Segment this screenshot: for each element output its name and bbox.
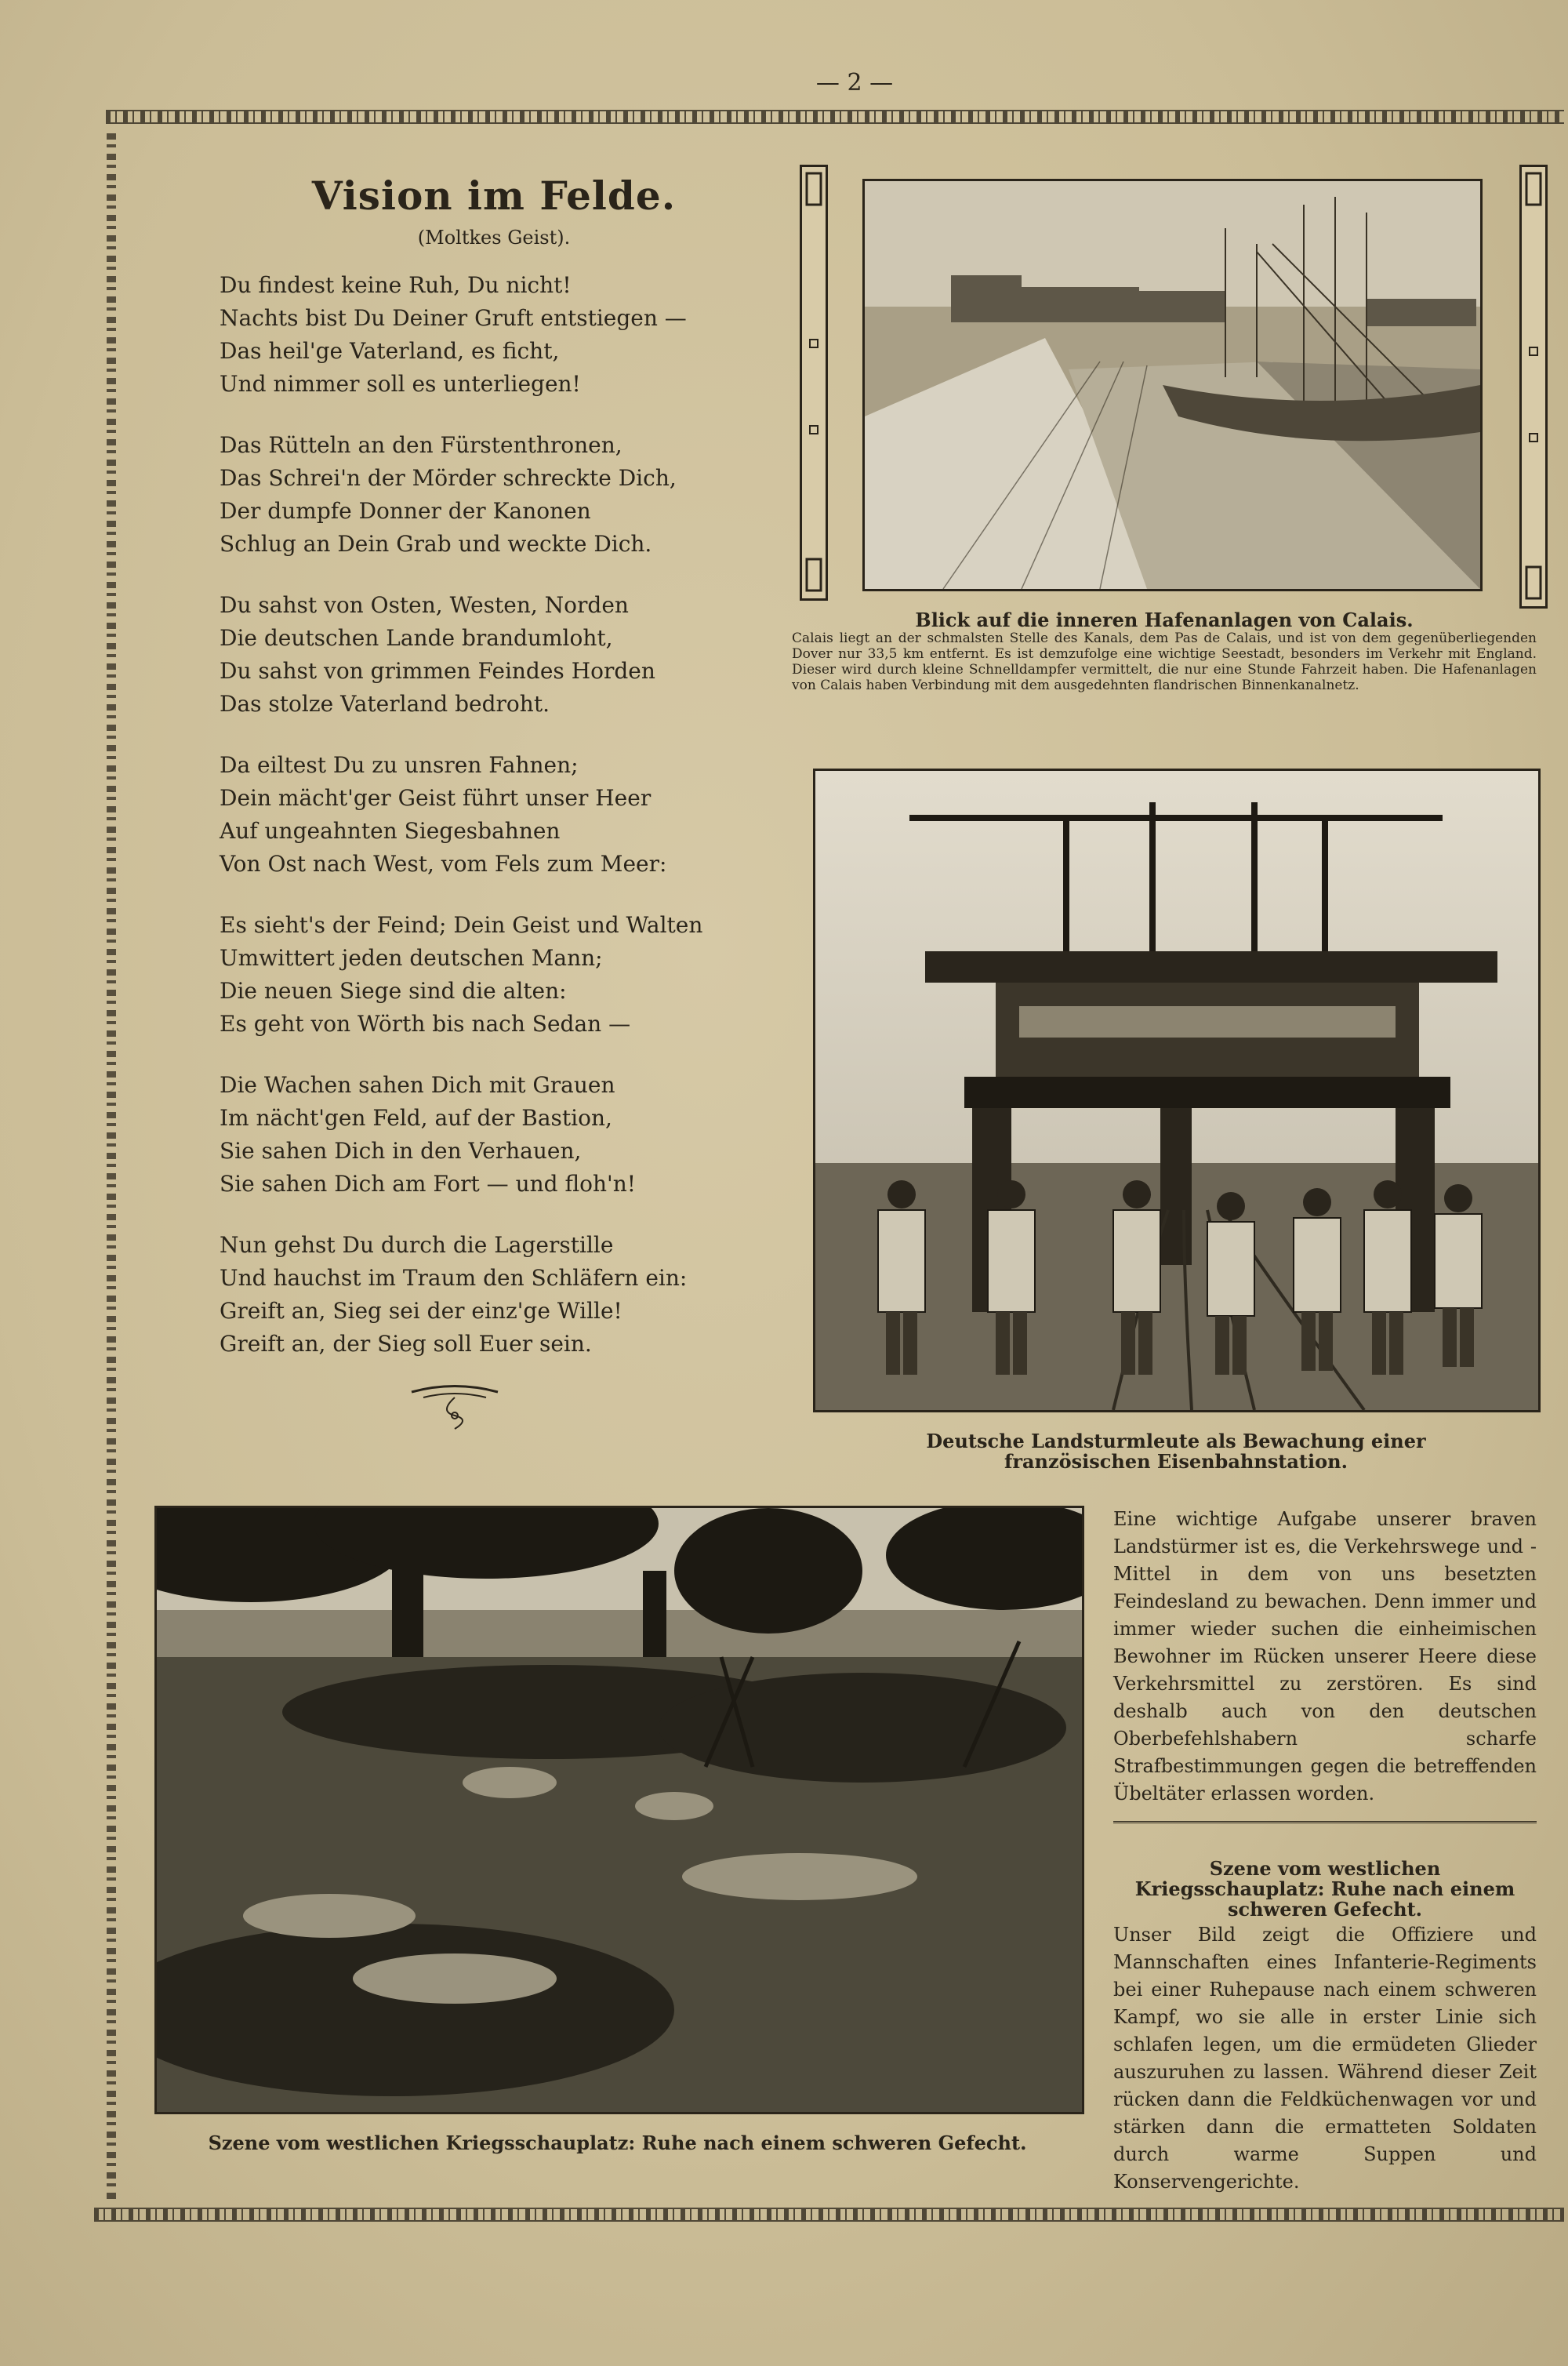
rest-article-heading — [1113, 1859, 1537, 1920]
rest-article-heading-text: Szene vom westlichen Kriegsschauplatz: Ruhe nach einem schweren Gefecht. — [1134, 1857, 1515, 1921]
poem-line: Nachts bist Du Deiner Gruft entstiegen — — [220, 305, 687, 331]
poem-title: Vision im Felde. — [311, 173, 677, 219]
top-ornamental-border — [106, 110, 1564, 124]
poem-line: Im nächt'gen Feld, auf der Bastion, — [220, 1105, 612, 1131]
calais-caption — [792, 610, 1537, 693]
poem — [196, 157, 792, 1389]
rest-article-text: Unser Bild zeigt die Offiziere und Mannschaften eines Infanterie-Regiments bei einer Ruhepause nach einem schweren Kampf, wo sie alle in erster Linie sich schlafen legen, um die ermüdeten Glieder auszuruhen zu lassen. Während dieser Zeit rücken dann die Feldküchenwagen vor und stärken dann die ermatteten Soldaten durch warme Suppen und Konservengerichte. — [1113, 1924, 1537, 2193]
railway-station-photo — [813, 769, 1541, 1412]
poem-line: Die Wachen sahen Dich mit Grauen — [220, 1072, 615, 1098]
poem-stanza — [220, 1229, 792, 1361]
rest-photo-caption-text: Szene vom westlichen Kriegsschauplatz: Ruhe nach einem schweren Gefecht. — [208, 2132, 1027, 2154]
flourish-ornament-icon — [408, 1380, 502, 1435]
bottom-ornamental-border — [94, 2208, 1564, 2222]
station-caption-title: Deutsche Landsturmleute als Bewachung einer französischen Eisenbahnstation. — [926, 1430, 1426, 1473]
poem-line: Da eiltest Du zu unsren Fahnen; — [220, 752, 579, 778]
calais-frame-left-bar — [800, 165, 828, 601]
poem-line: Dein mächt'ger Geist führt unser Heer — [220, 785, 652, 811]
calais-harbor-illustration — [862, 179, 1483, 591]
poem-line: Sie sahen Dich am Fort — und floh'n! — [220, 1171, 637, 1197]
poem-line: Du findest keine Ruh, Du nicht! — [220, 272, 572, 298]
poem-line: Sie sahen Dich in den Verhauen, — [220, 1138, 582, 1164]
poem-line: Du sahst von grimmen Feindes Horden — [220, 658, 655, 684]
left-ornamental-border — [107, 133, 116, 2204]
poem-stanza — [220, 749, 792, 881]
poem-line: Greift an, der Sieg soll Euer sein. — [220, 1331, 592, 1357]
poem-stanza — [220, 589, 792, 721]
poem-line: Die deutschen Lande brandumloht, — [220, 625, 613, 651]
rest-photo-caption — [157, 2133, 1078, 2153]
poem-line: Das Schrei'n der Mörder schreckte Dich, — [220, 465, 677, 491]
station-caption — [862, 1431, 1490, 1472]
poem-line: Schlug an Dein Grab und weckte Dich. — [220, 531, 652, 557]
station-article-text: Eine wichtige Aufgabe unserer braven Landstürmer ist es, die Verkehrswege und -Mittel in dem von uns besetzten Feindesland zu bewachen. Denn immer und immer wieder suchen die einheimischen Bewohner im Rücken unserer Heere diese Verkehrsmittel zu zerstören. Es sind deshalb auch von den deutschen Oberbefehlshabern scharfe Strafbestimmungen gegen die betreffenden Übeltäter erlassen worden. — [1113, 1508, 1537, 1804]
poem-line: Das Rütteln an den Fürstenthronen, — [220, 432, 622, 458]
poem-stanza — [220, 1069, 792, 1201]
poem-stanza — [220, 909, 792, 1041]
poem-line: Von Ost nach West, vom Fels zum Meer: — [220, 851, 667, 877]
poem-stanzas — [196, 269, 792, 1361]
poem-line: Und hauchst im Traum den Schläfern ein: — [220, 1265, 688, 1291]
poem-stanza — [220, 429, 792, 561]
calais-caption-text: Calais liegt an der schmalsten Stelle des Kanals, dem Pas de Calais, und ist von dem gegenüberliegenden Dover nur 33,5 km entfernt. Es ist demzufolge eine wichtige Seestadt, besonders im Verkehr mit England. Dieser wird durch kleine Schnelldampfer vermittelt, die nur eine Stunde Fahrzeit haben. Die Hafenanlagen von Calais haben Verbindung mit dem ausgedehnten flandrischen Binnenkanalnetz. — [792, 631, 1537, 693]
poem-line: Die neuen Siege sind die alten: — [220, 978, 567, 1004]
poem-line: Du sahst von Osten, Westen, Norden — [220, 592, 629, 618]
poem-line: Der dumpfe Donner der Kanonen — [220, 498, 591, 524]
poem-subtitle: (Moltkes Geist). — [417, 227, 571, 249]
poem-line: Das stolze Vaterland bedroht. — [220, 691, 550, 717]
poem-line: Auf ungeahnten Siegesbahnen — [220, 818, 561, 844]
poem-line: Greift an, Sieg sei der einz'ge Wille! — [220, 1298, 622, 1324]
poem-stanza — [220, 269, 792, 401]
calais-frame-right-bar — [1519, 165, 1548, 609]
page-number: — 2 — — [815, 69, 894, 96]
poem-line: Das heil'ge Vaterland, es ficht, — [220, 338, 560, 364]
poem-line: Es geht von Wörth bis nach Sedan — — [220, 1011, 631, 1037]
poem-line: Umwittert jeden deutschen Mann; — [220, 945, 603, 971]
calais-caption-title: Blick auf die inneren Hafenanlagen von Calais. — [915, 609, 1414, 631]
article-divider — [1113, 1821, 1537, 1823]
poem-line: Nun gehst Du durch die Lagerstille — [220, 1232, 614, 1258]
poem-line: Es sieht's der Feind; Dein Geist und Walten — [220, 912, 703, 938]
rest-after-battle-photo — [154, 1506, 1084, 2114]
poem-line: Und nimmer soll es unterliegen! — [220, 371, 581, 397]
